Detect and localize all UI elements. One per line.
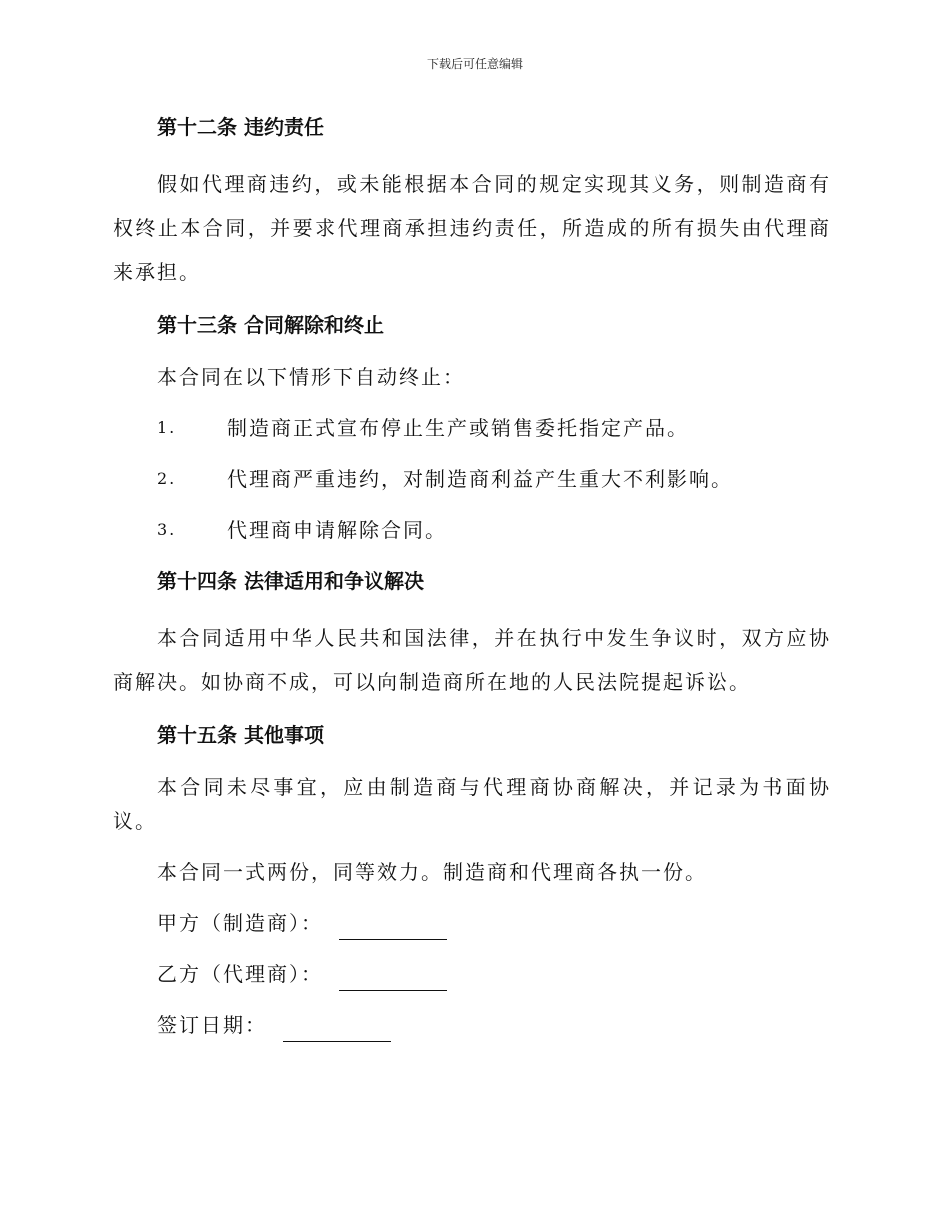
- party-a-label: 甲方（制造商）：: [157, 911, 323, 935]
- party-b-blank-line: [339, 964, 447, 991]
- section-14-paragraph: 本合同适用中华人民共和国法律，并在执行中发生争议时，双方应协商解决。如协商不成，可以向制造商所在地的人民法院提起诉讼。: [113, 626, 831, 694]
- section-12-paragraph: 假如代理商违约，或未能根据本合同的规定实现其义务，则制造商有权终止本合同，并要求代理商承担违约责任，所造成的所有损失由代理商来承担。: [113, 172, 831, 284]
- signing-date: [157, 1008, 831, 1042]
- list-item: [157, 411, 831, 445]
- section-12-heading: 第十二条 违约责任: [157, 115, 324, 139]
- party-b-signature: [157, 957, 831, 991]
- signing-date-label: 签订日期：: [157, 1013, 267, 1037]
- party-a-signature: [157, 906, 831, 940]
- signing-date-blank-line: [283, 1015, 391, 1042]
- party-b-label: 乙方（代理商）：: [157, 962, 323, 986]
- list-item-number: 3.: [157, 520, 177, 539]
- section-14-heading: 第十四条 法律适用和争议解决: [157, 569, 424, 593]
- section-15-paragraph-1: 本合同未尽事宜，应由制造商与代理商协商解决，并记录为书面协议。: [113, 775, 831, 833]
- section-15-heading: 第十五条 其他事项: [157, 723, 324, 747]
- list-item: [157, 462, 831, 496]
- header-note: 下载后可任意编辑: [426, 57, 523, 71]
- list-item-text: 代理商严重违约，对制造商利益产生重大不利影响。: [227, 467, 733, 491]
- section-15-paragraph-2: 本合同一式两份，同等效力。制造商和代理商各执一份。: [157, 860, 707, 884]
- list-item-number: 1.: [157, 418, 177, 437]
- document-body: [113, 110, 831, 1059]
- section-13-intro: 本合同在以下情形下自动终止：: [157, 365, 465, 389]
- list-item-text: 代理商申请解除合同。: [227, 518, 447, 542]
- list-item-number: 2.: [157, 469, 177, 488]
- list-item: [157, 513, 831, 547]
- list-item-text: 制造商正式宣布停止生产或销售委托指定产品。: [227, 416, 689, 440]
- section-13-heading: 第十三条 合同解除和终止: [157, 313, 384, 337]
- party-a-blank-line: [339, 913, 447, 940]
